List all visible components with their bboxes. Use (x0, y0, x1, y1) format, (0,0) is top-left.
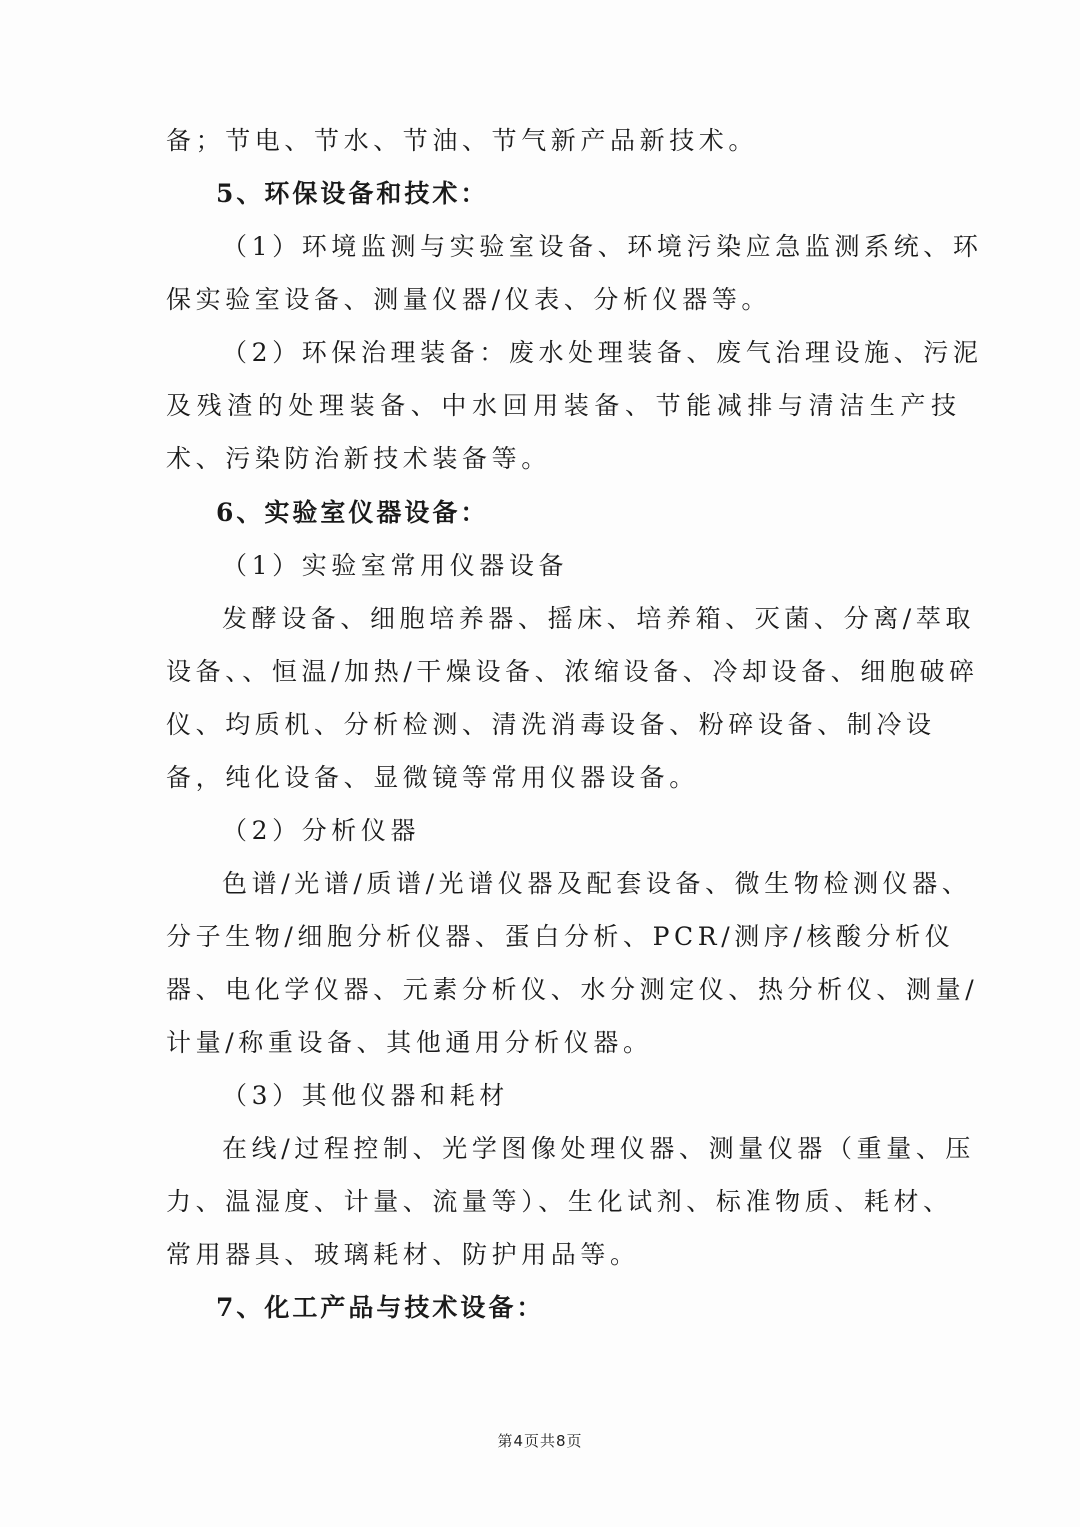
paragraph-line: （1）环境监测与实验室设备、环境污染应急监测系统、环 (222, 232, 983, 261)
paragraph-line: 发酵设备、细胞培养器、摇床、培养箱、灭菌、分离/萃取 (222, 604, 976, 633)
paragraph-line: 及残渣的处理装备、中水回用装备、节能减排与清洁生产技 (166, 391, 962, 420)
paragraph-line: 色谱/光谱/质谱/光谱仪器及配套设备、微生物检测仪器、 (222, 869, 972, 898)
paragraph-line: 术、污染防治新技术装备等。 (166, 444, 551, 473)
subsection-heading: （3）其他仪器和耗材 (222, 1081, 509, 1110)
subsection-heading: （1）实验室常用仪器设备 (222, 551, 569, 580)
paragraph-line: （2）环保治理装备：废水处理装备、废气治理设施、污泥 (222, 338, 983, 367)
paragraph-line: 保实验室设备、测量仪器/仪表、分析仪器等。 (166, 285, 772, 314)
paragraph-line: 设备、、恒温/加热/干燥设备、浓缩设备、冷却设备、细胞破碎 (166, 657, 979, 686)
paragraph-line: 分子生物/细胞分析仪器、蛋白分析、PCR/测序/核酸分析仪 (166, 922, 955, 951)
paragraph-line: 备；节电、节水、节油、节气新产品新技术。 (166, 126, 759, 155)
paragraph-line: 力、温湿度、计量、流量等）、生化试剂、标准物质、耗材、 (166, 1187, 953, 1216)
paragraph-line: 在线/过程控制、光学图像处理仪器、测量仪器（重量、压 (222, 1134, 976, 1163)
page-number-footer: 第4页共8页 (497, 1432, 583, 1450)
section-heading-5: 5、环保设备和技术： (216, 179, 489, 208)
paragraph-line: 计量/称重设备、其他通用分析仪器。 (166, 1028, 653, 1057)
section-heading-6: 6、实验室仪器设备： (216, 498, 489, 527)
paragraph-line: 仪、均质机、分析检测、清洗消毒设备、粉碎设备、制冷设 (166, 710, 936, 739)
section-heading-7: 7、化工产品与技术设备： (216, 1293, 545, 1322)
paragraph-line: 备，纯化设备、显微镜等常用仪器设备。 (166, 763, 699, 792)
paragraph-line: 器、电化学仪器、元素分析仪、水分测定仪、热分析仪、测量/ (166, 975, 979, 1004)
paragraph-line: 常用器具、玻璃耗材、防护用品等。 (166, 1240, 640, 1269)
subsection-heading: （2）分析仪器 (222, 816, 421, 845)
